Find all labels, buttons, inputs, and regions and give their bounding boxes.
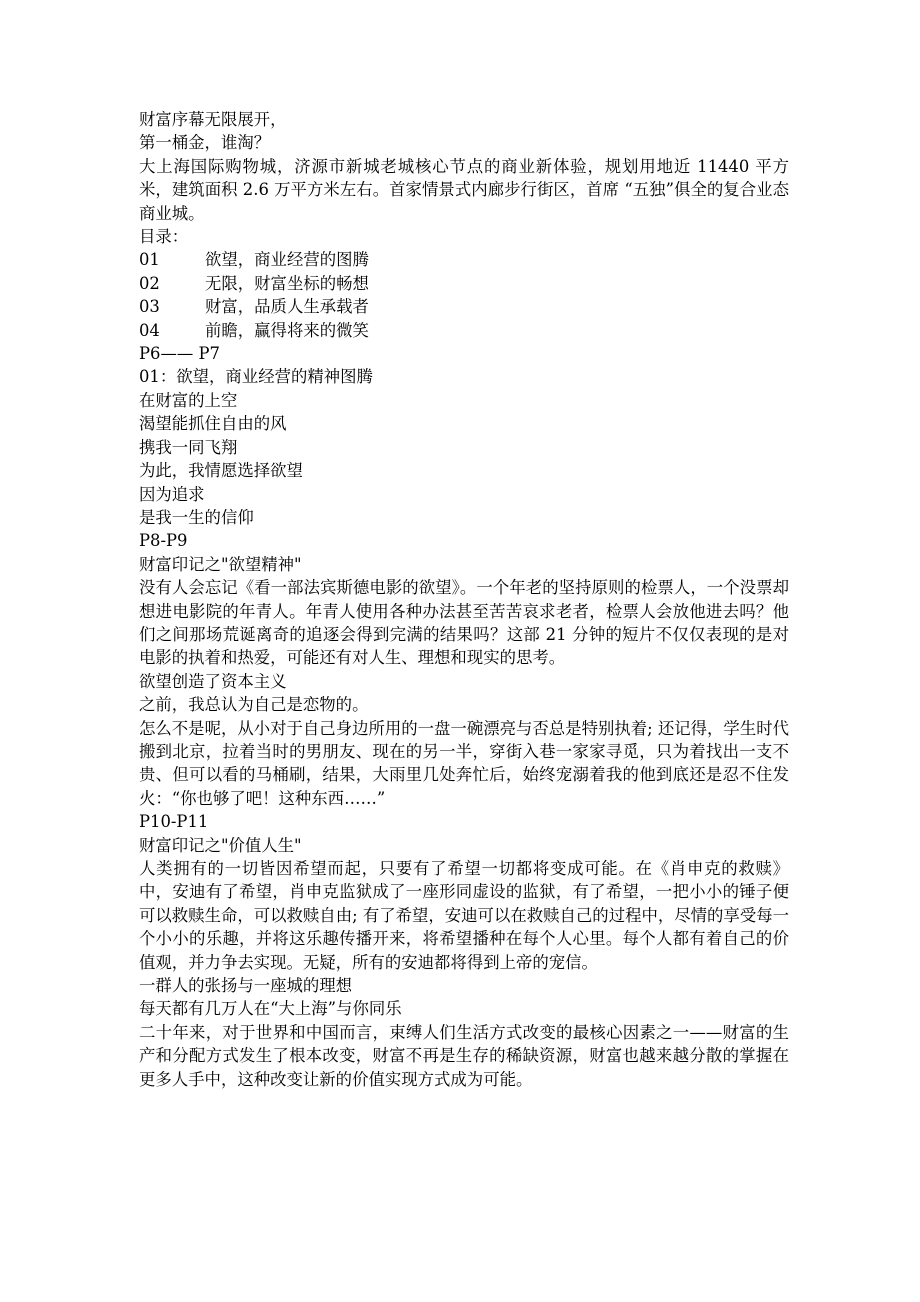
toc-item-number: 02 — [139, 273, 160, 293]
toc-item-title: 财富，品质人生承载者 — [205, 297, 369, 317]
poem-line: 因为追求 — [139, 484, 205, 504]
poem-line: 携我一同飞翔 — [139, 437, 238, 457]
toc-item-number: 01 — [139, 250, 160, 270]
page-ref-p10-p11: P10-P11 — [139, 812, 209, 832]
document-page — [139, 108, 789, 1091]
line-wealth-prelude: 财富序幕无限展开， — [139, 110, 287, 129]
paragraph-film: 没有人会忘记《看一部法宾斯德电影的欲望》。一个年老的坚持原则的检票人，一个没票却想进电影院的年青人。年青人使用各种办法甚至苦苦哀求老者，检票人会放他进去吗？他们之间那场荒诞离奇的追逐会得到完满的结果吗？这部 21 分钟的短片不仅仅表现的是对电影的执着和热爱，可能还有对人生、理想和现实的思考。 — [139, 578, 789, 668]
poem-line: 渴望能抓住自由的风 — [139, 414, 287, 434]
toc-item — [139, 295, 789, 318]
paragraph-wealth-change: 二十年来，对于世界和中国而言，束缚人们生活方式改变的最核心因素之一——财富的生产和分配方式发生了根本改变，财富不再是生存的稀缺资源，财富也越来越分散的掌握在更多人手中，这种改变让新的价值实现方式成为可能。 — [139, 1022, 789, 1089]
chapter-01-heading: 01：欲望，商业经营的精神图腾 — [139, 367, 373, 387]
page-ref-p8-p9: P8-P9 — [139, 531, 188, 551]
toc-item-number: 04 — [139, 320, 160, 340]
toc-item — [139, 248, 789, 271]
page-ref-p6-p7: P6—— P7 — [139, 344, 220, 364]
section-heading-desire-spirit: 财富印记之"欲望精神" — [139, 554, 302, 574]
toc-label: 目录： — [139, 227, 189, 247]
toc-item-title: 前瞻，赢得将来的微笑 — [205, 320, 369, 340]
toc-item-number: 03 — [139, 297, 160, 317]
toc-item — [139, 272, 789, 295]
line-first-pot-of-gold: 第一桶金，谁淘？ — [139, 133, 271, 153]
line-materialist: 之前，我总认为自己是恋物的。 — [139, 695, 369, 715]
poem-line: 是我一生的信仰 — [139, 507, 254, 527]
poem-line: 在财富的上空 — [139, 390, 238, 410]
paragraph-shawshank: 人类拥有的一切皆因希望而起，只要有了希望一切都将变成可能。在《肖申克的救赎》中，安迪有了希望，肖申克监狱成了一座形同虚设的监狱，有了希望，一把小小的锤子便可以救赎生命，可以救赎自由; 有了希望，安迪可以在救赎自己的过程中，尽情的享受每一个小小的乐趣，并将这乐趣传播开来，将希望播种在每个人心里。每个人都有着自己的价值观，并力争去实现。无疑，所有的安迪都将得到上帝的宠信。 — [139, 859, 789, 972]
toc-item — [139, 319, 789, 342]
toc-item-title: 欲望，商业经营的图腾 — [205, 250, 369, 270]
section-heading-daily-crowd: 每天都有几万人在“大上海”与你同乐 — [139, 999, 402, 1019]
toc-item-title: 无限，财富坐标的畅想 — [205, 273, 369, 293]
section-heading-desire-capitalism: 欲望创造了资本主义 — [139, 671, 287, 691]
paragraph-memory: 怎么不是呢，从小对于自己身边所用的一盘一碗漂亮与否总是特别执着; 还记得，学生时代搬到北京，拉着当时的男朋友、现在的另一半，穿街入巷一家家寻觅，只为着找出一支不贵、但可以看的马桶刷，结果，大雨里几处奔忙后，始终宠溺着我的他到底还是忍不住发火：“你也够了吧！这种东西……” — [139, 718, 789, 808]
poem-line: 为此，我情愿选择欲望 — [139, 461, 303, 481]
section-heading-value-life: 财富印记之"价值人生" — [139, 835, 302, 855]
section-heading-city-ideal: 一群人的张扬与一座城的理想 — [139, 976, 353, 996]
intro-paragraph: 大上海国际购物城，济源市新城老城核心节点的商业新体验，规划用地近 11440 平方米，建筑面积 2.6 万平方米左右。首家情景式内廊步行街区，首席 “五独”俱全的复合业态商业城。 — [139, 156, 789, 223]
